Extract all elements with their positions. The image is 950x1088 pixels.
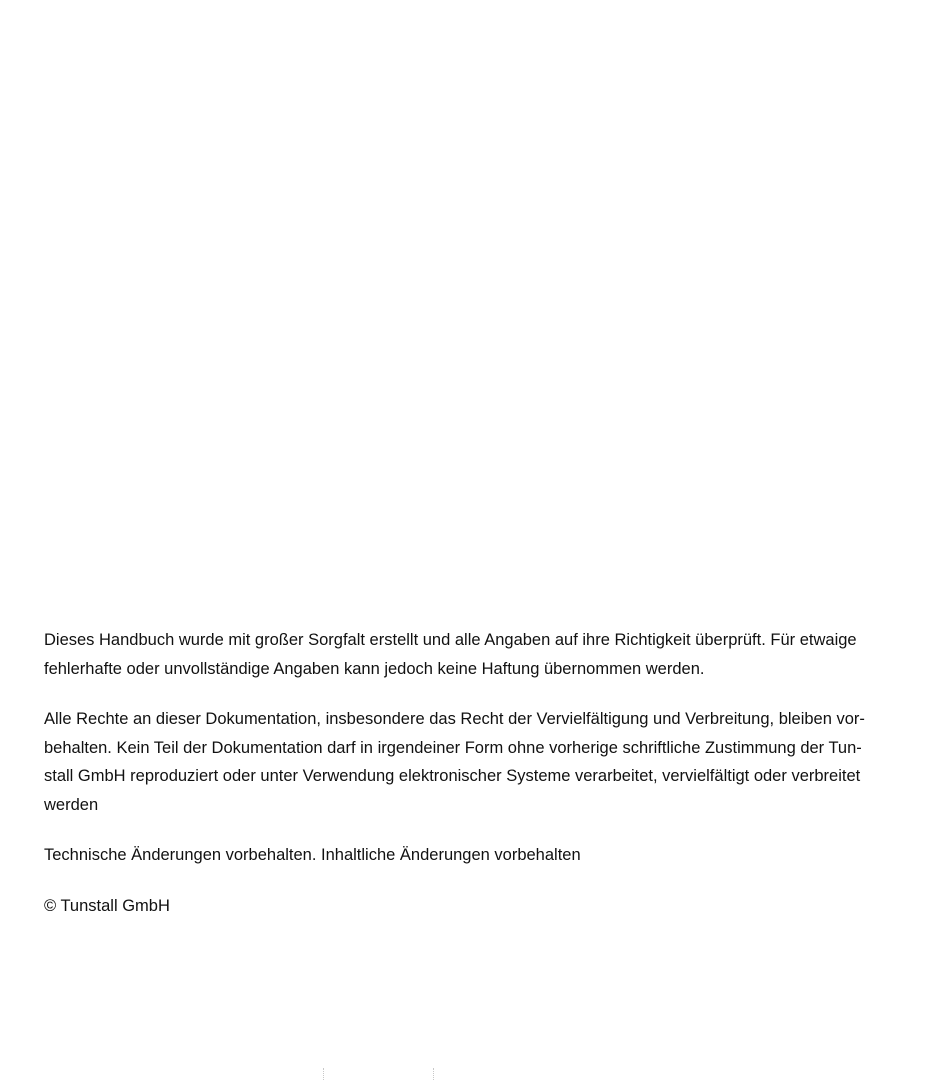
copyright-notice: © Tunstall GmbH [44, 896, 170, 915]
disclaimer-line: Dieses Handbuch wurde mit großer Sorgfalt erstellt und alle Angaben auf ihre Richtigkeit überprüft. Für etwaige [44, 631, 857, 649]
rights-paragraph [44, 705, 865, 819]
disclaimer-paragraph [44, 626, 856, 683]
rights-line: stall GmbH reproduziert oder unter Verwendung elektronischer Systeme verarbeitet, vervielfältigt oder verbreitet [44, 767, 861, 785]
footer-divider-mark [323, 1068, 325, 1080]
footer-divider-mark [433, 1068, 435, 1080]
rights-line: werden [44, 795, 99, 814]
rights-line: behalten. Kein Teil der Dokumentation darf in irgendeiner Form ohne vorherige schriftliche Zustimmung der Tun- [44, 738, 862, 757]
disclaimer-line: fehlerhafte oder unvollständige Angaben kann jedoch keine Haftung übernommen werden. [44, 659, 705, 678]
legal-notice-block [44, 626, 865, 920]
changes-paragraph: Technische Änderungen vorbehalten. Inhaltliche Änderungen vorbehalten [44, 846, 581, 864]
rights-line: Alle Rechte an dieser Dokumentation, insbesondere das Recht der Vervielfältigung und Verbreitung, bleiben vor- [44, 710, 865, 728]
